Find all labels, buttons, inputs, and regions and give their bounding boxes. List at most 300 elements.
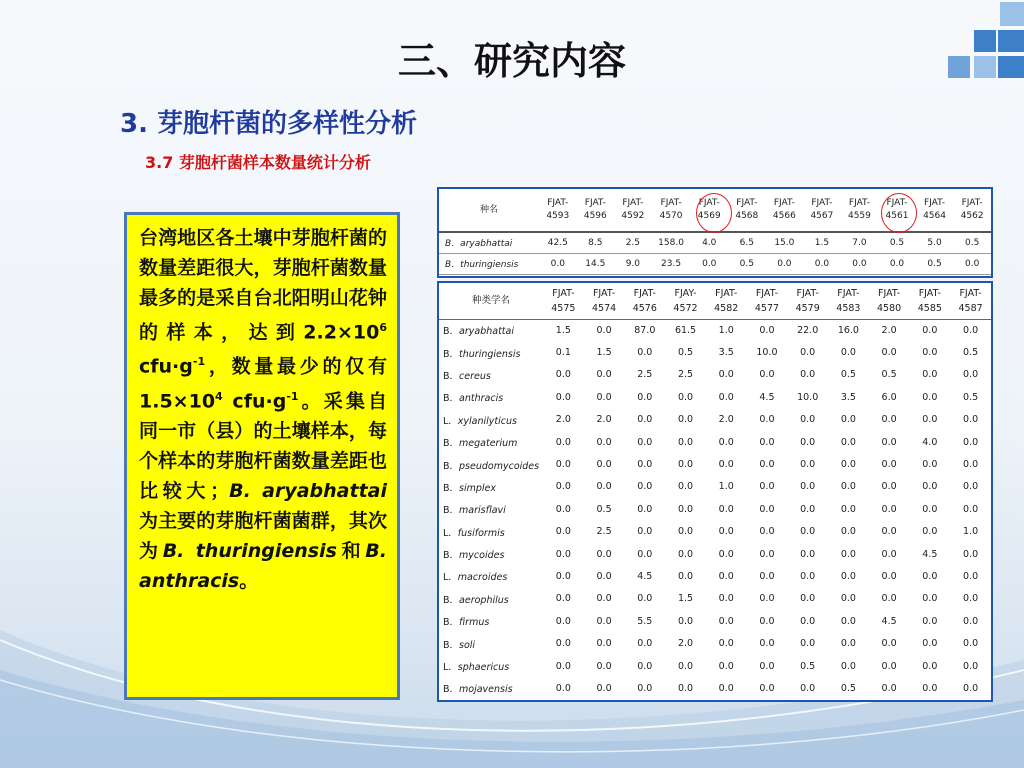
species-epithet: anthracis — [459, 393, 504, 405]
species-epithet: simplex — [459, 482, 497, 494]
table-cell: 0.0 — [881, 459, 897, 471]
table-row — [439, 610, 991, 632]
species-genus-prefix: B． — [443, 684, 460, 696]
species-name — [439, 521, 543, 543]
table-cell: 0.5 — [677, 347, 694, 359]
species-genus-prefix: L． — [443, 415, 458, 427]
table-cell: 0.0 — [759, 436, 775, 448]
species-genus-prefix: L． — [443, 572, 458, 584]
table-cell: 0.0 — [963, 682, 979, 694]
table-cell: 0.0 — [840, 503, 856, 515]
species-genus-prefix: L． — [443, 662, 458, 674]
column-header-prefix: FJAT- — [660, 198, 682, 208]
table-cell: 0.0 — [922, 324, 938, 336]
table-cell: 0.0 — [677, 615, 694, 627]
table-cell: 1.5 — [596, 347, 612, 359]
table-cell: 0.0 — [637, 503, 653, 515]
table-cell: 0.0 — [922, 660, 938, 672]
table-cell: 2.0 — [555, 414, 571, 426]
table-cell: 0.0 — [718, 459, 734, 471]
table-cell: 0.0 — [800, 481, 816, 493]
table-cell: 0.0 — [637, 548, 653, 560]
table-cell: 0.0 — [840, 347, 856, 359]
table-cell: 0.0 — [840, 436, 856, 448]
table-row — [439, 232, 991, 253]
table-cell: 0.0 — [881, 682, 897, 694]
species-name — [439, 610, 543, 632]
column-header-id: 4566 — [772, 211, 796, 221]
table-cell: 4.5 — [922, 548, 938, 560]
table-cell: 0.0 — [677, 503, 694, 515]
table-cell: 0.0 — [881, 436, 897, 448]
table-cell: 0.5 — [840, 369, 856, 381]
table-cell: 0.0 — [881, 526, 897, 538]
species-name — [439, 655, 543, 677]
table-cell: 0.0 — [677, 682, 694, 694]
table-cell: 0.0 — [800, 414, 816, 426]
species-epithet: soli — [459, 639, 476, 651]
column-header — [728, 189, 766, 232]
table-cell: 0.0 — [677, 660, 694, 672]
table-cell: 0.0 — [690, 253, 728, 274]
table-cell: 0.0 — [555, 660, 571, 672]
table-cell: 0.0 — [803, 253, 841, 274]
table-row — [439, 543, 991, 565]
table-cell: 0.0 — [539, 253, 577, 274]
column-header — [652, 189, 691, 232]
species-epithet: pseudomycoides — [459, 460, 540, 472]
table-cell: 0.0 — [555, 682, 571, 694]
table-cell: 0.0 — [718, 526, 734, 538]
table-cell: 0.0 — [800, 570, 816, 582]
table-cell: 2.5 — [677, 369, 694, 381]
column-header — [747, 283, 788, 319]
table-cell: 0.0 — [800, 526, 816, 538]
table-cell: 0.0 — [922, 459, 938, 471]
column-header — [828, 283, 869, 319]
species-epithet: firmus — [459, 617, 490, 629]
species-name: B．aryabhattai — [439, 232, 539, 253]
table-cell: 0.0 — [881, 481, 897, 493]
table-cell: 0.0 — [881, 503, 897, 515]
table-cell: 1.0 — [963, 526, 979, 538]
species-name — [439, 543, 543, 565]
table-cell: 0.0 — [953, 253, 991, 274]
table-cell: 0.0 — [922, 638, 938, 650]
table-row — [439, 677, 991, 699]
table-cell: 0.0 — [963, 414, 979, 426]
column-header-prefix: FJAT- — [547, 198, 569, 208]
table-cell: 0.5 — [596, 503, 612, 515]
column-header-id: 4559 — [847, 211, 871, 221]
column-header-id: 4580 — [877, 302, 902, 314]
table-row — [439, 565, 991, 587]
table-cell: 22.0 — [797, 324, 819, 336]
table-cell: 0.0 — [800, 548, 816, 560]
table-cell: 0.5 — [963, 391, 979, 403]
column-header-id: 4562 — [960, 211, 984, 221]
table-cell: 8.5 — [577, 232, 615, 253]
species-name — [439, 565, 543, 587]
column-header — [950, 283, 991, 319]
table-cell: 5.5 — [637, 615, 653, 627]
table-cell: 2.5 — [596, 526, 612, 538]
table-cell: 1.0 — [718, 324, 734, 336]
table-cell: 0.0 — [922, 481, 938, 493]
column-header-id: 4568 — [735, 211, 759, 221]
table-cell: 4.5 — [637, 570, 653, 582]
table-cell: 4.0 — [922, 436, 938, 448]
table-row — [439, 431, 991, 453]
table-cell: 4.5 — [759, 391, 775, 403]
table-cell: 0.0 — [800, 638, 816, 650]
table-cell: 0.0 — [596, 638, 612, 650]
column-header-id: 4567 — [810, 211, 834, 221]
table-cell: 0.0 — [963, 660, 979, 672]
species-name — [439, 588, 543, 610]
species-name — [439, 677, 543, 699]
table-cell: 0.0 — [759, 324, 775, 336]
column-header-id: 4583 — [836, 302, 861, 314]
column-header — [624, 283, 665, 319]
table-cell: 0.0 — [596, 615, 612, 627]
table-cell: 0.0 — [718, 548, 734, 560]
table-cell: 0.0 — [637, 414, 653, 426]
table-row — [439, 476, 991, 498]
species-genus-prefix: B． — [443, 617, 460, 629]
table-cell: 0.0 — [555, 593, 571, 605]
table-cell: 0.0 — [637, 459, 653, 471]
table-cell: 0.0 — [555, 570, 571, 582]
table-cell: 0.1 — [555, 347, 571, 359]
table-cell: 0.0 — [878, 253, 916, 274]
table-cell: 0.0 — [555, 391, 571, 403]
table-cell: 0.0 — [677, 414, 694, 426]
summary-textbox — [124, 212, 400, 700]
table-cell: 0.0 — [759, 570, 775, 582]
table-cell: 0.0 — [881, 660, 897, 672]
table-cell: 0.0 — [922, 347, 938, 359]
highlight-circle-4569 — [696, 193, 732, 233]
table-cell: 16.0 — [837, 324, 859, 336]
table-row — [439, 521, 991, 543]
table-cell: 0.0 — [596, 481, 612, 493]
table-cell: 0.0 — [963, 324, 979, 336]
table-cell: 0.0 — [759, 615, 775, 627]
species-genus-prefix: B． — [443, 482, 460, 494]
table-cell: 2.0 — [881, 324, 897, 336]
table-row — [439, 341, 991, 363]
table-cell: 0.0 — [596, 548, 612, 560]
table-cell: 9.0 — [614, 253, 652, 274]
column-header — [909, 283, 950, 319]
column-header-id: 4564 — [923, 211, 946, 221]
table-cell: 0.0 — [677, 459, 694, 471]
table-cell: 0.0 — [922, 391, 938, 403]
slide-title: 三、研究内容 — [397, 39, 626, 83]
column-header — [766, 189, 804, 232]
table-cell: 0.0 — [677, 570, 694, 582]
species-name — [439, 319, 543, 341]
species-epithet: megaterium — [459, 438, 518, 450]
table-cell: 0.0 — [922, 570, 938, 582]
table-cell: 0.0 — [841, 253, 879, 274]
table-cell: 0.0 — [840, 526, 856, 538]
table-cell: 3.5 — [718, 347, 734, 359]
species-epithet: sphaericus — [457, 662, 510, 674]
column-header — [577, 189, 615, 232]
table-cell: 0.0 — [881, 638, 897, 650]
table-cell: 0.0 — [677, 391, 694, 403]
species-epithet: cereus — [459, 370, 491, 382]
column-header-prefix: FJAT- — [918, 287, 941, 299]
table-cell: 0.0 — [800, 615, 816, 627]
table-cell: 0.0 — [759, 593, 775, 605]
column-header-prefix: FJAT- — [837, 287, 860, 299]
table-cell: 0.0 — [759, 481, 775, 493]
table-cell: 0.0 — [759, 548, 775, 560]
table-cell: 5.0 — [916, 232, 954, 253]
table-cell: 0.0 — [922, 414, 938, 426]
column-header-id: 4561 — [885, 211, 909, 221]
table-cell: 6.5 — [728, 232, 766, 253]
table-cell: 0.5 — [881, 369, 897, 381]
table-cell: 1.5 — [555, 324, 571, 336]
table-cell: 0.0 — [718, 503, 734, 515]
column-header — [584, 283, 625, 319]
species-epithet: aryabhattai — [459, 326, 514, 338]
species-name — [439, 386, 543, 408]
table-cell: 0.0 — [840, 548, 856, 560]
table-cell: 0.0 — [963, 638, 979, 650]
species-name — [439, 476, 543, 498]
table-cell: 0.0 — [555, 369, 571, 381]
table-cell: 0.0 — [596, 682, 612, 694]
table-cell: 0.0 — [840, 459, 856, 471]
column-header-prefix: FJAY- — [674, 287, 697, 299]
table-cell: 0.0 — [963, 459, 979, 471]
table-row — [439, 364, 991, 386]
table-cell: 0.0 — [555, 459, 571, 471]
table-cell: 0.0 — [718, 660, 734, 672]
table-cell: 0.0 — [840, 570, 856, 582]
column-header-prefix: FJAT- — [886, 198, 908, 208]
table-cell: 0.0 — [881, 414, 897, 426]
table-cell: 0.0 — [759, 414, 775, 426]
table-cell: 0.0 — [718, 615, 734, 627]
summary-text: 台湾地区各土壤中芽胞杆菌的数量差距很大，芽胞杆菌数量最多的是采自台北阳明山花钟的样本，达到$2.2\times 10^6$ $cfu\cdot g^{-1}$，数量最少的仅有$1.5\times 10^4$ $cfu\cdot g^{-1}$。采集自同一市（县）的土壤样本，每个样本的芽胞杆菌数量差距也比较大；B. aryabhattai为主要的芽胞杆菌菌群，其次为B. thuringiensis和B. anthracis。 — [139, 227, 387, 592]
table-cell: 1.0 — [718, 481, 734, 493]
species-epithet: mojavensis — [459, 684, 513, 696]
column-header-prefix: FJAT- — [796, 287, 819, 299]
table-cell: 0.0 — [881, 548, 897, 560]
table-cell: 0.0 — [555, 436, 571, 448]
table-cell: 0.0 — [637, 660, 653, 672]
species-name — [439, 431, 543, 453]
table-cell: 0.0 — [963, 593, 979, 605]
species-genus-prefix: B． — [443, 505, 460, 517]
species-name — [439, 453, 543, 475]
table-cell: 0.0 — [555, 615, 571, 627]
column-header-prefix: FJAT- — [877, 287, 901, 299]
table-cell: 4.5 — [881, 615, 897, 627]
column-header — [841, 189, 879, 232]
table-cell: 4.0 — [690, 232, 728, 253]
table-cell: 0.0 — [922, 369, 938, 381]
table-cell: 42.5 — [539, 232, 577, 253]
table-cell: 0.0 — [840, 414, 856, 426]
table-cell: 0.5 — [840, 682, 856, 694]
column-header-id: 4570 — [659, 211, 683, 221]
table-cell: 0.0 — [596, 391, 612, 403]
table-cell: 0.0 — [677, 436, 694, 448]
column-header — [539, 189, 577, 232]
table-cell: 0.0 — [555, 526, 571, 538]
table-cell: 0.0 — [718, 638, 734, 650]
table-cell: 0.5 — [916, 253, 954, 274]
table-cell: 0.0 — [596, 369, 612, 381]
table-cell: 0.0 — [596, 570, 612, 582]
table-cell: 0.0 — [800, 369, 816, 381]
table-cell: 0.0 — [677, 526, 694, 538]
table-cell: 0.0 — [963, 481, 979, 493]
table-cell: 87.0 — [634, 324, 656, 336]
table-cell: 14.5 — [577, 253, 615, 274]
column-header-id: 4582 — [714, 302, 739, 314]
table-cell: 0.0 — [596, 324, 612, 336]
column-header — [665, 283, 706, 319]
table-cell: 0.0 — [718, 391, 734, 403]
bottom-data-table — [439, 283, 991, 700]
table-cell: 1.5 — [677, 593, 694, 605]
table-cell: 0.0 — [555, 638, 571, 650]
column-header-id: 4572 — [673, 302, 698, 314]
table-cell: 0.0 — [759, 459, 775, 471]
species-genus-prefix: L． — [443, 527, 458, 539]
table-cell: 0.0 — [555, 548, 571, 560]
column-header-prefix: FJAT- — [715, 287, 738, 299]
table-cell: 0.0 — [840, 481, 856, 493]
table-cell: 0.5 — [800, 660, 816, 672]
column-header — [614, 189, 652, 232]
table-cell: 0.0 — [677, 548, 694, 560]
table-cell: 61.5 — [674, 324, 697, 336]
table-row — [439, 453, 991, 475]
species-name — [439, 632, 543, 654]
table-cell: 0.0 — [800, 503, 816, 515]
column-header-prefix: FJAT- — [924, 198, 946, 208]
table-cell: 0.0 — [718, 593, 734, 605]
species-name — [439, 498, 543, 520]
table-cell: 0.0 — [718, 369, 734, 381]
table-cell: 0.0 — [963, 503, 979, 515]
column-header-prefix: FJAT- — [773, 198, 795, 208]
table-cell: 2.5 — [614, 232, 652, 253]
table-cell: 0.5 — [953, 232, 991, 253]
table-cell: 0.0 — [718, 570, 734, 582]
column-header-prefix: FJAT- — [622, 198, 644, 208]
table-cell: 0.0 — [922, 526, 938, 538]
column-header — [706, 283, 747, 319]
section-heading: 3.7 芽胞杆菌样本数量统计分析 — [145, 153, 371, 172]
column-header — [803, 189, 841, 232]
column-header-id: 4576 — [632, 302, 657, 314]
table-cell: 0.0 — [881, 347, 897, 359]
species-name: B．thuringiensis — [439, 253, 539, 274]
table-cell: 0.0 — [800, 459, 816, 471]
table-row — [439, 253, 991, 274]
species-genus-prefix: B． — [443, 594, 460, 606]
species-epithet: fusiformis — [457, 527, 505, 539]
table-cell: 0.5 — [878, 232, 916, 253]
table-cell: 2.0 — [596, 414, 612, 426]
table-cell: 0.0 — [637, 391, 653, 403]
species-genus-prefix: B． — [443, 639, 460, 651]
table-cell: 0.0 — [800, 593, 816, 605]
species-genus-prefix: B． — [443, 438, 460, 450]
table-cell: 0.0 — [800, 347, 816, 359]
table-cell: 0.0 — [718, 682, 734, 694]
table-row — [439, 632, 991, 654]
table-row — [439, 498, 991, 520]
column-header-prefix: FJAT- — [755, 287, 779, 299]
table-cell: 0.0 — [963, 436, 979, 448]
column-header-prefix: FJAT- — [592, 287, 616, 299]
table-cell: 0.0 — [555, 503, 571, 515]
table-cell: 23.5 — [652, 253, 691, 274]
species-epithet: thuringiensis — [459, 348, 521, 360]
table-cell: 0.0 — [800, 682, 816, 694]
table-cell: 6.0 — [881, 391, 897, 403]
table-cell: 2.5 — [637, 369, 653, 381]
table-cell: 0.0 — [637, 347, 653, 359]
table-cell: 3.5 — [840, 391, 856, 403]
table-cell: 0.0 — [637, 481, 653, 493]
table-cell: 0.0 — [677, 481, 694, 493]
species-epithet: aerophilus — [459, 594, 509, 606]
table-cell: 15.0 — [766, 232, 804, 253]
table-cell: 0.0 — [963, 548, 979, 560]
table-cell: 0.0 — [922, 682, 938, 694]
table-row — [439, 386, 991, 408]
table-cell: 0.0 — [596, 436, 612, 448]
table-cell: 0.0 — [637, 682, 653, 694]
column-header-species: 种名 — [439, 189, 539, 232]
slide-subtitle: 3. 芽胞杆菌的多样性分析 — [120, 109, 418, 139]
table-row — [439, 409, 991, 431]
table-cell: 0.0 — [759, 369, 775, 381]
table-cell: 0.0 — [922, 593, 938, 605]
column-header-id: 4587 — [958, 302, 983, 314]
species-epithet: marisflavi — [459, 505, 506, 517]
table-cell: 0.0 — [766, 253, 804, 274]
species-epithet: macroides — [457, 572, 508, 584]
column-header-id: 4592 — [621, 211, 645, 221]
column-header-prefix: FJAT- — [552, 287, 575, 299]
column-header — [543, 283, 584, 319]
species-name — [439, 409, 543, 431]
species-epithet: mycoides — [459, 550, 505, 562]
table-cell: 0.0 — [963, 570, 979, 582]
column-header-id: 4575 — [551, 302, 576, 314]
column-header-prefix: FJAT- — [633, 287, 656, 299]
column-header-id: 4577 — [754, 302, 780, 314]
table-cell: 0.0 — [637, 638, 653, 650]
table-cell: 0.0 — [963, 369, 979, 381]
table-cell: 0.0 — [800, 436, 816, 448]
table-cell: 0.0 — [759, 660, 775, 672]
table-row — [439, 655, 991, 677]
